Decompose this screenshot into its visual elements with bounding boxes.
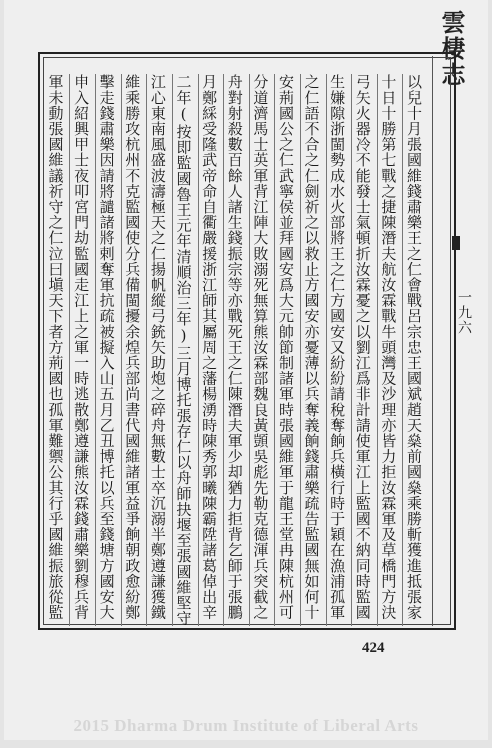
text-column: 維乘勝攻杭州不克監國使分兵備閩擾余煌兵部尚書代國維諸軍益爭餉朝政愈紛鄭 — [121, 74, 147, 626]
text-column: 以兒十月張國維錢肅樂王之仁會戰呂宗忠王國斌趙天燊前國燊乘勝斬獲進抵張家 — [402, 74, 428, 626]
text-column: 江心東南風盛波濤極天之仁揚帆縱弓銃矢助炮之碎舟無數士卒沉溺半鄭遵謙獲鐵 — [146, 74, 172, 626]
page-number: 424 — [362, 640, 385, 656]
text-column: 生嫌隙浙閩勢成水火部將王之仁方國安又紛紛請稅奪餉兵橫行時于穎在漁浦孤軍 — [326, 74, 352, 626]
running-title: 雲棲志 — [437, 10, 466, 88]
text-column: 二年(按即監國魯王元年清順治三年)三月博托張存仁以舟師抉堰至張國維堅守 — [172, 74, 198, 626]
text-column: 分道濟馬士英軍背江陣大敗溺死無算熊汝霖部魏良黃顗吳彪先勒克德渾兵突截之 — [249, 74, 275, 626]
text-column: 弓矢火器冷不能發士氣頓折汝霖憂之以劉江爲非計請使軍江上監國不納同時監國 — [351, 74, 377, 626]
text-column: 月鄭綵受隆武帝命自衢嚴援浙江師其屬周之藩楊湧時陳秀郭曦陳霸陞諸葛倬出辛 — [198, 74, 224, 626]
text-column: 安荊國公之仁武寧侯並拜國安爲大元帥節制諸軍時張國維軍于龍王堂冉陳杭州可 — [274, 74, 300, 626]
margin-strip — [432, 56, 453, 626]
text-column: 舟對射殺數百餘人諸生錢振宗等亦戰死王之仁陳潛夫軍少却猶力拒背乞師于張鵬 — [223, 74, 249, 626]
text-column: 擊走錢肅樂因請將譴諸將剌奪軍抗疏被擬入山五月乙丑博托以兵至錢塘方國安大 — [95, 74, 121, 626]
watermark: 2015 Dharma Drum Institute of Liberal Arts — [73, 716, 419, 735]
text-columns — [44, 74, 428, 626]
text-column: 之仁語不合之仁劍祈之以救止方國安亦憂薄以兵奪義餉錢肅樂疏告監國無如何十 — [300, 74, 326, 626]
text-column: 十日十勝第七戰之捷陳潛夫航汝霖戰牛頭灣及沙理亦皆力拒汝霖軍及草橋門方決 — [377, 74, 403, 626]
text-column: 申入紹興甲士夜叩宮門劫監國走江上之軍一時逃散鄭遵謙熊汝霖錢肅樂劉穆兵背 — [69, 74, 95, 626]
margin-page-number: 一九六 — [456, 290, 472, 335]
text-column: 軍未動張國維議祈守之仁泣曰塡天下者方荊國也孤軍難禦公其行乎國維振旅從監 — [46, 74, 65, 620]
